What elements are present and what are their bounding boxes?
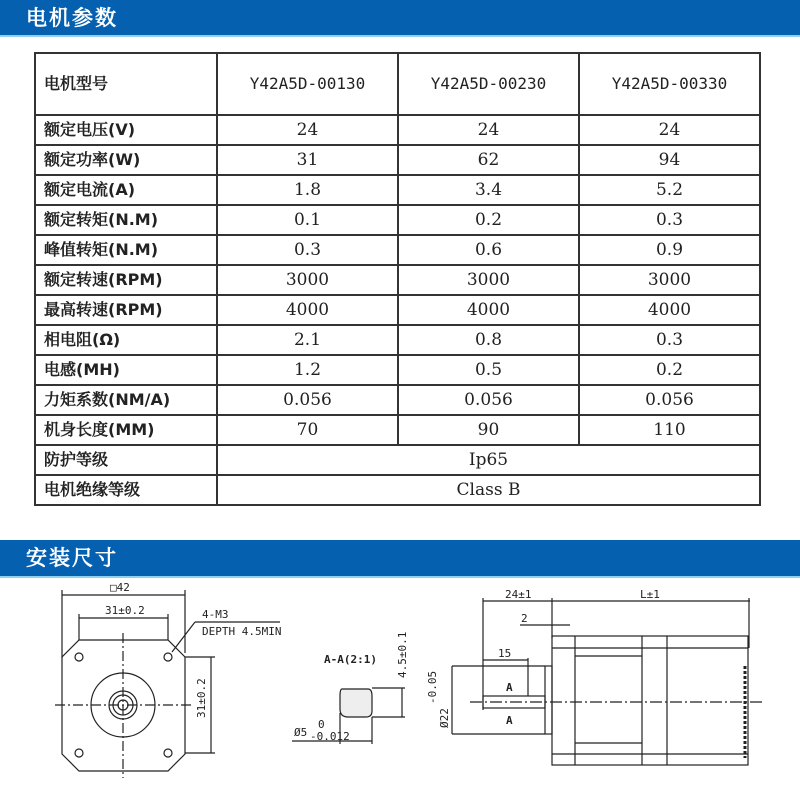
table-row: [35, 235, 760, 265]
section-mark-top: A: [506, 681, 513, 694]
model-name: Y42A5D-00130: [217, 53, 398, 115]
row-label: 力矩系数(NM/A): [35, 385, 217, 415]
section-label: A-A(2:1): [324, 653, 377, 666]
table-row: [35, 115, 760, 145]
row-value: 31: [217, 145, 398, 175]
section-header-params: 电机参数: [0, 0, 800, 37]
table-row: [35, 325, 760, 355]
row-value: 4000: [398, 295, 579, 325]
row-value: 24: [579, 115, 760, 145]
row-label: 额定电流(A): [35, 175, 217, 205]
side-view: [426, 588, 765, 765]
row-value: 70: [217, 415, 398, 445]
tol-up: 0: [318, 718, 325, 731]
row-value: 62: [398, 145, 579, 175]
table-row: [35, 205, 760, 235]
table-row: [35, 145, 760, 175]
model-name: Y42A5D-00230: [398, 53, 579, 115]
table-row: [35, 265, 760, 295]
row-value: 0.2: [398, 205, 579, 235]
dim-flange: 2: [521, 612, 528, 625]
row-value: 5.2: [579, 175, 760, 205]
dim-key-len: 15: [498, 647, 512, 660]
row-value: 0.9: [579, 235, 760, 265]
section-mark-bottom: A: [506, 714, 513, 727]
dim-pitch-v: 31±0.2: [195, 678, 208, 718]
row-value: 0.2: [579, 355, 760, 385]
pilot-tol: -0.05: [426, 670, 439, 704]
dim-pilot-dia: Ø22: [438, 708, 451, 728]
row-value: 4000: [217, 295, 398, 325]
model-name: Y42A5D-00330: [579, 53, 760, 115]
dim-shaft-len: 24±1: [505, 588, 532, 601]
header-row: [35, 53, 760, 115]
row-value: 3000: [579, 265, 760, 295]
dim-pitch-h: 31±0.2: [105, 604, 145, 617]
row-value: 0.6: [398, 235, 579, 265]
installation-drawing: [0, 578, 800, 800]
row-value: 0.3: [579, 325, 760, 355]
row-value: 0.056: [579, 385, 760, 415]
row-value: 3000: [217, 265, 398, 295]
row-value: 3.4: [398, 175, 579, 205]
front-view: [55, 581, 281, 778]
row-value: 1.8: [217, 175, 398, 205]
row-value: 0.8: [398, 325, 579, 355]
row-label: 额定转速(RPM): [35, 265, 217, 295]
row-value: 110: [579, 415, 760, 445]
hole-depth: DEPTH 4.5MIN: [202, 625, 282, 638]
row-value: 24: [398, 115, 579, 145]
section-header-install: 安装尺寸: [0, 540, 800, 578]
row-label: 额定转矩(N.M): [35, 205, 217, 235]
insulation-row: [35, 475, 760, 505]
tol-low: -0.012: [310, 730, 350, 743]
row-value: 0.3: [217, 235, 398, 265]
row-value: 0.1: [217, 205, 398, 235]
row-value: 0.5: [398, 355, 579, 385]
row-value: 4000: [579, 295, 760, 325]
section-view: [292, 632, 409, 744]
row-value: 0.056: [217, 385, 398, 415]
table-row: [35, 415, 760, 445]
row-value: 2.1: [217, 325, 398, 355]
row-label: 额定电压(V): [35, 115, 217, 145]
protection-row: [35, 445, 760, 475]
row-label: 最高转速(RPM): [35, 295, 217, 325]
insulation-label: 电机绝缘等级: [35, 475, 217, 505]
protection-value: Ip65: [217, 445, 760, 475]
row-value: 0.056: [398, 385, 579, 415]
row-label: 额定功率(W): [35, 145, 217, 175]
table-row: [35, 355, 760, 385]
row-value: 0.3: [579, 205, 760, 235]
row-value: 94: [579, 145, 760, 175]
table-row: [35, 175, 760, 205]
row-label: 机身长度(MM): [35, 415, 217, 445]
row-value: 3000: [398, 265, 579, 295]
row-label: 峰值转矩(N.M): [35, 235, 217, 265]
row-label: 电感(MH): [35, 355, 217, 385]
hole-spec: 4-M3: [202, 608, 229, 621]
motor-params-table: [34, 52, 761, 506]
table-row: [35, 295, 760, 325]
dim-square: □42: [110, 581, 130, 594]
dim-flat: 4.5±0.1: [396, 631, 409, 678]
protection-label: 防护等级: [35, 445, 217, 475]
dim-body-len: L±1: [640, 588, 660, 601]
row-value: 90: [398, 415, 579, 445]
table-row: [35, 385, 760, 415]
dim-shaft-dia: Ø5: [294, 726, 308, 739]
row-value: 24: [217, 115, 398, 145]
row-value: 1.2: [217, 355, 398, 385]
header-label: 电机型号: [35, 53, 217, 115]
insulation-value: Class B: [217, 475, 760, 505]
row-label: 相电阻(Ω): [35, 325, 217, 355]
